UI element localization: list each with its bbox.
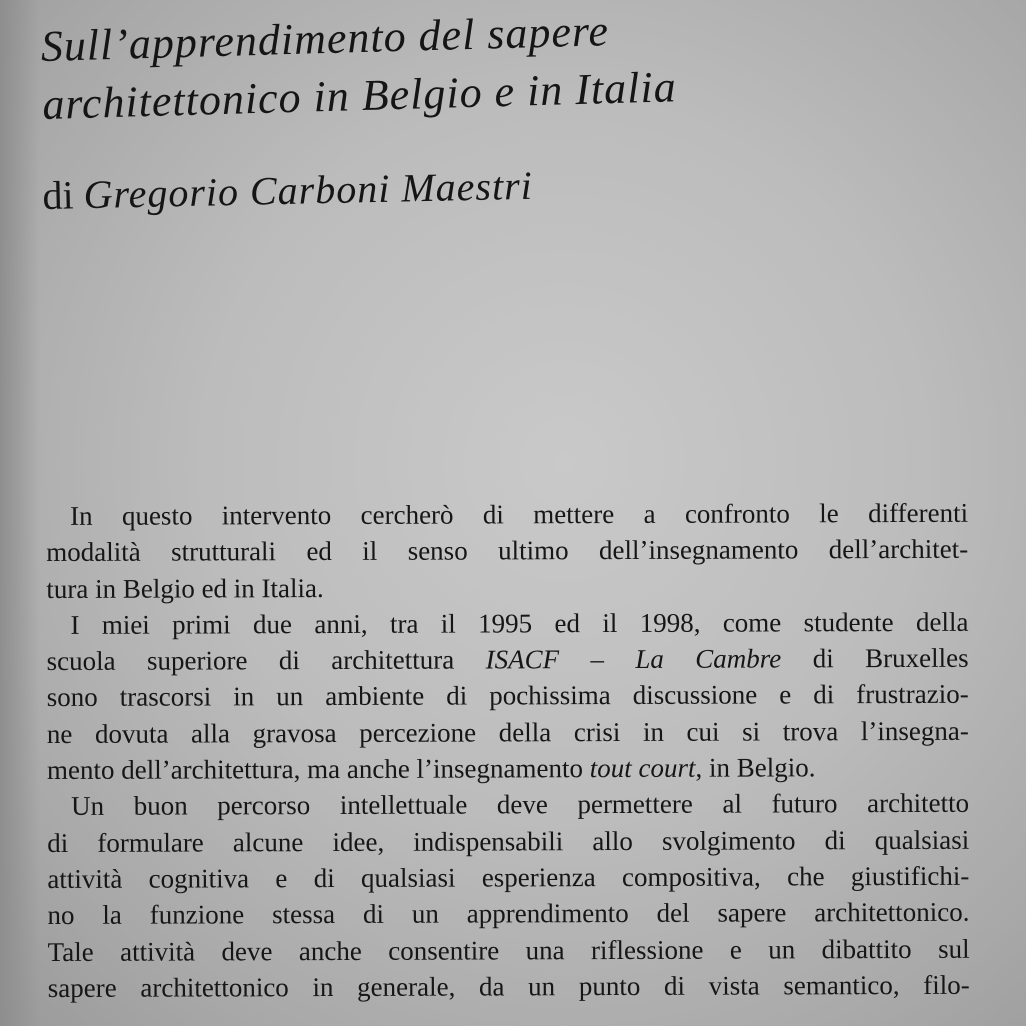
paragraph (46, 495, 968, 607)
text-line: attività cognitiva e di qualsiasi esperienza compositiva, che giustifichi- (47, 860, 970, 894)
text-line: tura in Belgio ed in Italia. (46, 572, 324, 604)
text-line (47, 749, 969, 789)
text-run: di Bruxelles (781, 642, 969, 674)
text-run: , in Belgio. (695, 752, 816, 783)
paragraph (47, 785, 970, 1006)
article-title-line-1: Sull’apprendimento del sapere (40, 6, 610, 71)
paragraph (46, 604, 969, 789)
article-title-line-2: architettonico in Belgio e in Italia (41, 62, 678, 129)
text-run: scuola superiore di architettura (46, 644, 486, 677)
italic-phrase: tout court (589, 752, 696, 784)
text-line: sono trascorsi in un ambiente di pochissima discussione e di frustrazio- (46, 679, 969, 713)
byline-prefix: di (42, 172, 75, 218)
text-line: In questo intervento cercherò di mettere a confronto le differenti (70, 497, 969, 531)
text-line: di formulare alcune idee, indispensabili allo svolgimento di qualsiasi (47, 824, 970, 858)
school-name: ISACF – La Cambre (485, 643, 782, 675)
author-name: Gregorio Carboni Maestri (83, 162, 534, 218)
text-line: Un buon percorso intellettuale deve permettere al futuro architetto (71, 788, 970, 822)
text-line: no la funzione stessa di un apprendimento del sapere architettonico. (47, 897, 970, 931)
article-body (46, 495, 970, 1006)
text-run: mento dell’architettura, ma anche l’insegnamento (46, 753, 590, 786)
text-line: modalità strutturali ed il senso ultimo dell’insegnamento dell’architet- (46, 534, 969, 568)
text-line: Tale attività deve anche consentire una riflessione e un dibattito sul (47, 933, 970, 967)
text-line: ne dovuta alla gravosa percezione della crisi in cui si trova l’insegna- (46, 715, 969, 749)
text-line (47, 640, 969, 680)
byline (42, 162, 533, 220)
text-line: I miei primi due anni, tra il 1995 ed il 1998, come studente della (70, 606, 969, 640)
article-title (40, 0, 677, 134)
text-line: sapere architettonico in generale, da un punto di vista semantico, filo- (47, 969, 970, 1003)
